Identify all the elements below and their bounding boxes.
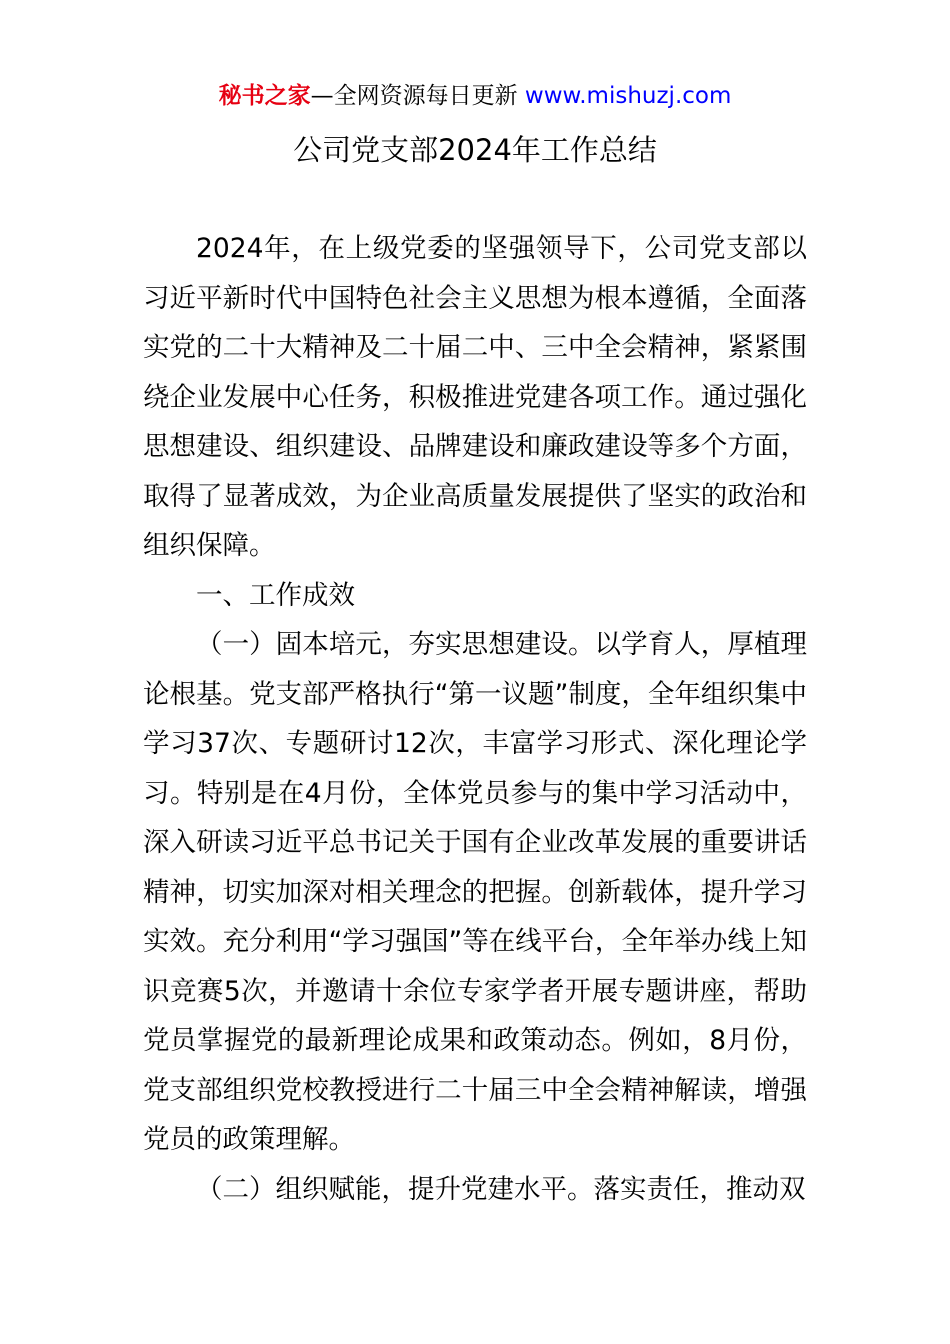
- paragraph-intro: 2024年，在上级党委的坚强领导下，公司党支部以习近平新时代中国特色社会主义思想为根本遵循，全面落实党的二十大精神及二十届二中、三中全会精神，紧紧围绕企业发展中心任务，积极推进党建各项工作。通过强化思想建设、组织建设、品牌建设和廉政建设等多个方面，取得了显著成效，为企业高质量发展提供了坚实的政治和组织保障。: [143, 233, 807, 561]
- document-title: 公司党支部2024年工作总结: [293, 133, 657, 167]
- site-header: [0, 80, 950, 112]
- website-link[interactable]: www.mishuzj.com: [524, 83, 732, 109]
- document-body: [143, 224, 807, 1214]
- paragraph-section-2: （二）组织赋能，提升党建水平。落实责任，推动双: [196, 1173, 806, 1205]
- section-heading: 一、工作成效: [196, 579, 355, 611]
- brand-name: 秘书之家: [218, 83, 311, 109]
- header-slogan: —全网资源每日更新: [310, 83, 525, 109]
- paragraph-section-1: （一）固本培元，夯实思想建设。以学育人，厚植理论根基。党支部严格执行“第一议题”制度，全年组织集中学习37次、专题研讨12次，丰富学习形式、深化理论学习。特别是在4月份，全体党员参与的集中学习活动中，深入研读习近平总书记关于国有企业改革发展的重要讲话精神，切实加深对相关理念的把握。创新载体，提升学习实效。充分利用“学习强国”等在线平台，全年举办线上知识竞赛5次，并邀请十余位专家学者开展专题讲座，帮助党员掌握党的最新理论成果和政策动态。例如，8月份，党支部组织党校教授进行二十届三中全会精神解读，增强党员的政策理解。: [143, 629, 807, 1155]
